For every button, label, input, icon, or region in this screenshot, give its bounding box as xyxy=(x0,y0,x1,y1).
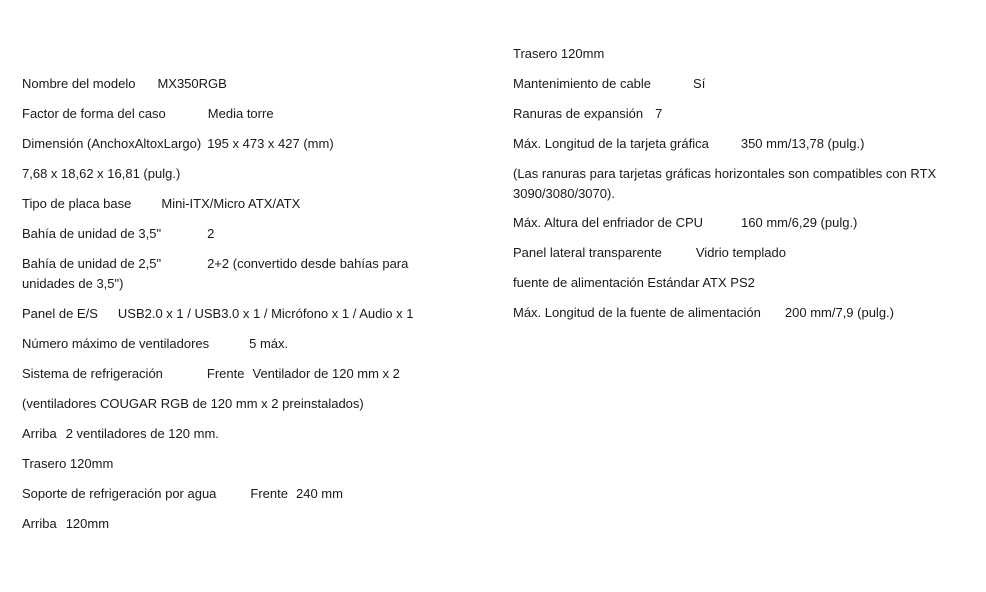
spec-row-cable-management xyxy=(513,74,705,94)
spec-label: Factor de forma del caso xyxy=(22,106,166,121)
spec-value: 350 mm/13,78 (pulg.) xyxy=(740,136,865,151)
spec-value: 7 xyxy=(655,106,663,121)
spec-label: Arriba xyxy=(22,516,57,531)
spec-label: Nombre del modelo xyxy=(22,76,136,91)
spec-label: Máx. Longitud de la tarjeta gráfica xyxy=(513,136,709,151)
spec-label: Ranuras de expansión xyxy=(513,106,644,121)
spec-value: Frente xyxy=(250,486,288,501)
spec-text: 7,68 x 18,62 x 16,81 (pulg.) xyxy=(22,166,181,181)
spec-label: Número máximo de ventiladores xyxy=(22,336,210,351)
spec-row-motherboard xyxy=(22,194,300,214)
spec-row-max-fans xyxy=(22,334,288,354)
spec-label: Panel lateral transparente xyxy=(513,245,662,260)
spec-row-cpu-cooler xyxy=(513,213,857,233)
spec-value: Mini-ITX/Micro ATX/ATX xyxy=(161,196,301,211)
spec-label: Panel de E/S xyxy=(22,306,98,321)
spec-row-dimension xyxy=(22,134,334,154)
spec-value: 2+2 (convertido desde bahías para xyxy=(207,256,409,271)
spec-value: USB2.0 x 1 / USB3.0 x 1 / Micrófono x 1 / Audio x 1 xyxy=(117,306,414,321)
spec-label: Máx. Altura del enfriador de CPU xyxy=(513,215,704,230)
spec-label: Mantenimiento de cable xyxy=(513,76,652,91)
spec-label: Sistema de refrigeración xyxy=(22,366,163,381)
spec-value: MX350RGB xyxy=(157,76,227,91)
spec-value-2: 240 mm xyxy=(295,486,343,501)
spec-value: 5 máx. xyxy=(249,336,289,351)
spec-row-water-top xyxy=(22,514,109,534)
spec-text: (Las ranuras para tarjetas gráficas horizontales son compatibles con RTX xyxy=(513,166,937,181)
spec-value: 195 x 473 x 427 (mm) xyxy=(207,136,334,151)
spec-text: fuente de alimentación Estándar ATX PS2 xyxy=(513,275,755,290)
spec-row-side-panel xyxy=(513,243,786,263)
spec-text-cont: 3090/3080/3070). xyxy=(513,186,615,201)
spec-row-gpu-length xyxy=(513,134,864,154)
spec-row-gpu-note xyxy=(513,164,953,204)
spec-value: 200 mm/7,9 (pulg.) xyxy=(784,305,894,320)
spec-label: Bahía de unidad de 2,5" xyxy=(22,256,162,271)
spec-row-bay-25 xyxy=(22,254,408,274)
spec-label: Soporte de refrigeración por agua xyxy=(22,486,217,501)
spec-row-bay-35 xyxy=(22,224,214,244)
spec-row-psu-length xyxy=(513,303,894,323)
spec-row-water-cooling xyxy=(22,484,343,504)
spec-row-cooling xyxy=(22,364,400,384)
spec-value: 2 ventiladores de 120 mm. xyxy=(65,426,219,441)
spec-value-2: Ventilador de 120 mm x 2 xyxy=(252,366,400,381)
spec-label: Dimensión (AnchoxAltoxLargo) xyxy=(22,136,202,151)
spec-label: Arriba xyxy=(22,426,57,441)
spec-text: Trasero 120mm xyxy=(22,456,114,471)
spec-value: 160 mm/6,29 (pulg.) xyxy=(741,215,858,230)
spec-label: Tipo de placa base xyxy=(22,196,132,211)
spec-text: (ventiladores COUGAR RGB de 120 mm x 2 preinstalados) xyxy=(22,396,364,411)
spec-label: Bahía de unidad de 3,5" xyxy=(22,226,162,241)
spec-value: Media torre xyxy=(207,106,274,121)
spec-value: Frente xyxy=(206,366,245,381)
spec-row-io-panel xyxy=(22,304,413,324)
spec-value: 2 xyxy=(207,226,215,241)
spec-text: unidades de 3,5") xyxy=(22,276,124,291)
spec-row-cooling-note xyxy=(22,394,364,414)
spec-row-cooling-top xyxy=(22,424,219,444)
spec-row-psu xyxy=(513,273,755,293)
spec-row-water-rear xyxy=(513,44,604,64)
spec-row-dimension-inches xyxy=(22,164,180,184)
spec-row-expansion-slots xyxy=(513,104,662,124)
spec-row-model xyxy=(22,74,227,94)
spec-row-bay-25-cont xyxy=(22,274,123,294)
spec-value: Sí xyxy=(693,76,706,91)
spec-value: 120mm xyxy=(65,516,110,531)
spec-text: Trasero 120mm xyxy=(513,46,605,61)
spec-label: Máx. Longitud de la fuente de alimentación xyxy=(513,305,761,320)
spec-row-cooling-rear xyxy=(22,454,113,474)
spec-row-form-factor xyxy=(22,104,274,124)
spec-value: Vidrio templado xyxy=(695,245,786,260)
